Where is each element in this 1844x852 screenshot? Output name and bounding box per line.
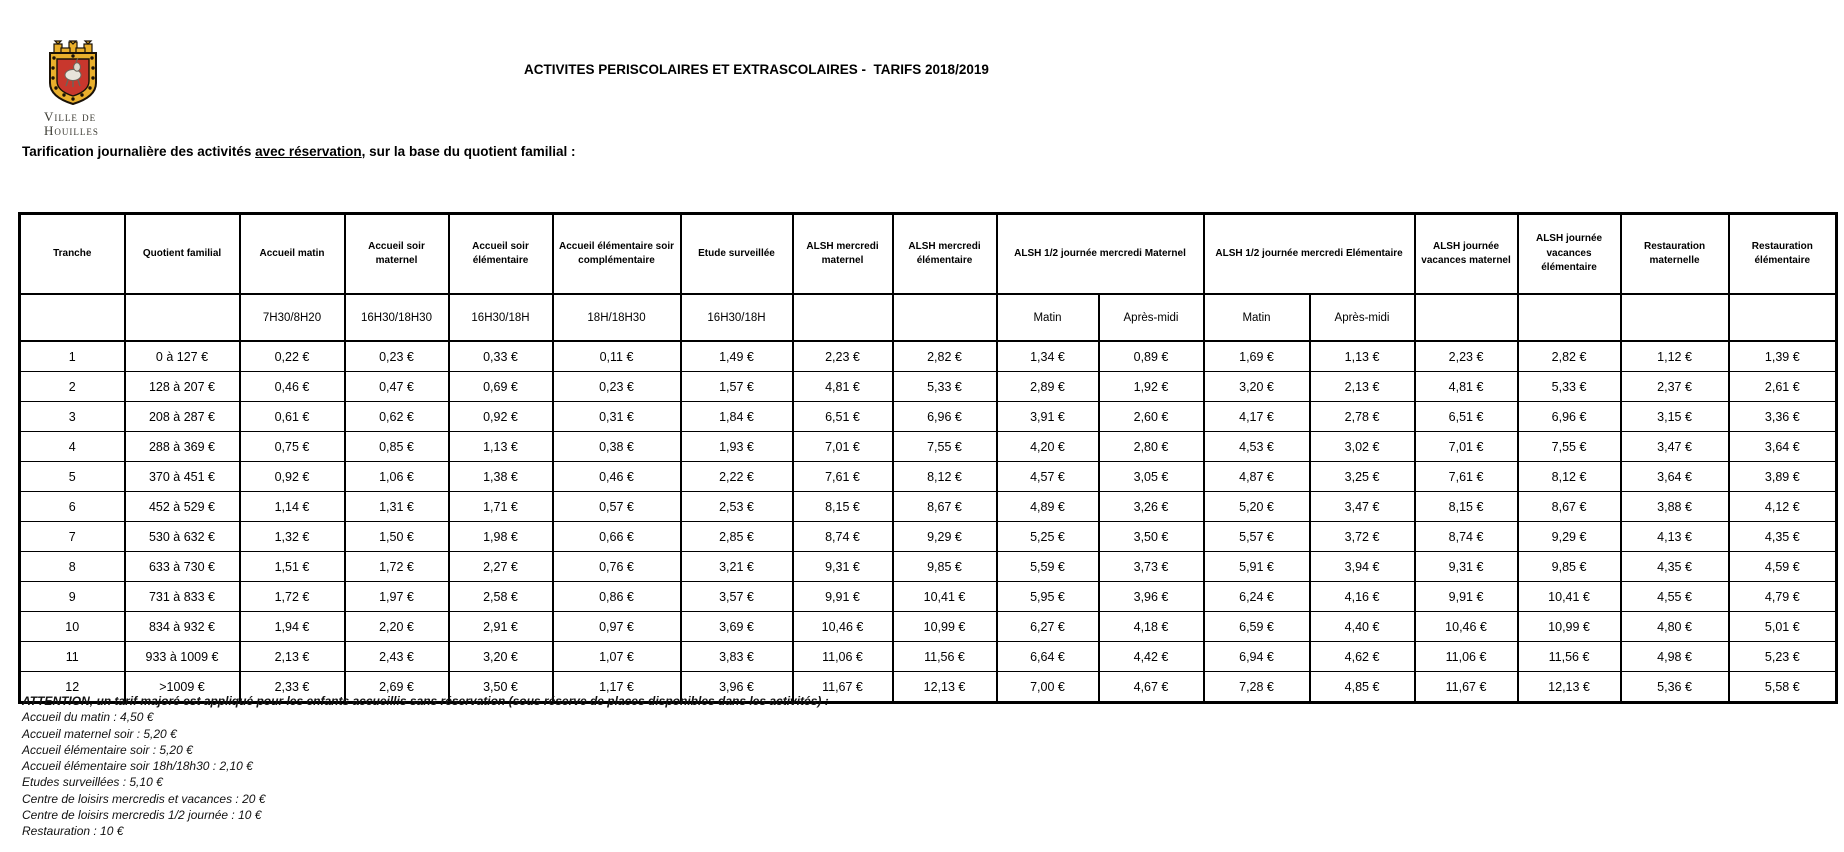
tariff-cell: 6,96 €: [1518, 402, 1621, 432]
tariff-cell: 1,72 €: [345, 552, 449, 582]
table-row: [20, 341, 1837, 372]
tariff-cell: 288 à 369 €: [125, 432, 240, 462]
tariff-cell: 3,64 €: [1621, 462, 1729, 492]
table-row: [20, 402, 1837, 432]
tariff-cell: 3,20 €: [1204, 372, 1310, 402]
tariff-cell: 12: [20, 672, 125, 703]
tariff-cell: >1009 €: [125, 672, 240, 703]
tariff-cell: 2,69 €: [345, 672, 449, 703]
column-header: Accueil matin: [240, 214, 345, 295]
column-header: Accueil soir élémentaire: [449, 214, 553, 295]
tariff-cell: 9,31 €: [793, 552, 893, 582]
tariff-cell: 0,86 €: [553, 582, 681, 612]
tariff-cell: 1,97 €: [345, 582, 449, 612]
tariff-cell: 7,01 €: [793, 432, 893, 462]
tariff-cell: 4,35 €: [1621, 552, 1729, 582]
tariff-cell: 4,42 €: [1099, 642, 1204, 672]
tariff-cell: 5,59 €: [997, 552, 1099, 582]
tariff-cell: 0,66 €: [553, 522, 681, 552]
tariff-cell: 1,32 €: [240, 522, 345, 552]
tariff-cell: 4,80 €: [1621, 612, 1729, 642]
tariff-cell: 10,46 €: [793, 612, 893, 642]
tariff-cell: 3,21 €: [681, 552, 793, 582]
tariff-cell: 0,62 €: [345, 402, 449, 432]
tariff-cell: 5,33 €: [1518, 372, 1621, 402]
column-subheader: [20, 294, 125, 341]
tariff-cell: 3,88 €: [1621, 492, 1729, 522]
tariff-cell: 1,94 €: [240, 612, 345, 642]
tariff-cell: 5,91 €: [1204, 552, 1310, 582]
tariff-cell: 1,13 €: [1310, 341, 1415, 372]
tariff-cell: 10,99 €: [1518, 612, 1621, 642]
column-subheader: [793, 294, 893, 341]
tariff-cell: 6,59 €: [1204, 612, 1310, 642]
tariff-cell: 4,98 €: [1621, 642, 1729, 672]
tariff-cell: 0,69 €: [449, 372, 553, 402]
tariff-cell: 1,17 €: [553, 672, 681, 703]
column-header: ALSH journée vacances élémentaire: [1518, 214, 1621, 295]
table-header-row-times: [20, 294, 1837, 341]
tariff-cell: 10,41 €: [893, 582, 997, 612]
tariff-cell: 11: [20, 642, 125, 672]
tariff-cell: 933 à 1009 €: [125, 642, 240, 672]
tariff-cell: 0,85 €: [345, 432, 449, 462]
tariff-cell: 0,57 €: [553, 492, 681, 522]
tariff-cell: 2,85 €: [681, 522, 793, 552]
tariff-cell: 2: [20, 372, 125, 402]
tariff-cell: 3,64 €: [1729, 432, 1837, 462]
tariff-cell: 10: [20, 612, 125, 642]
tariff-cell: 7,28 €: [1204, 672, 1310, 703]
tariff-cell: 9,85 €: [893, 552, 997, 582]
column-subheader: [1518, 294, 1621, 341]
tariff-cell: 4,40 €: [1310, 612, 1415, 642]
tariff-cell: 11,67 €: [793, 672, 893, 703]
tariff-cell: 11,67 €: [1415, 672, 1518, 703]
tariff-cell: 3,96 €: [1099, 582, 1204, 612]
tariff-cell: 6,51 €: [793, 402, 893, 432]
tariff-cell: 2,43 €: [345, 642, 449, 672]
table-row: [20, 462, 1837, 492]
tariff-cell: 0,89 €: [1099, 341, 1204, 372]
column-header: Etude surveillée: [681, 214, 793, 295]
tariff-cell: 10,41 €: [1518, 582, 1621, 612]
tariff-cell: 9: [20, 582, 125, 612]
note-line: Etudes surveillées : 5,10 €: [22, 775, 163, 790]
tariff-cell: 0,38 €: [553, 432, 681, 462]
tariff-cell: 3,26 €: [1099, 492, 1204, 522]
tariff-cell: 3,15 €: [1621, 402, 1729, 432]
tariff-cell: 2,13 €: [240, 642, 345, 672]
tariff-cell: 2,23 €: [793, 341, 893, 372]
tariff-cell: 2,82 €: [1518, 341, 1621, 372]
tariff-cell: 3,25 €: [1310, 462, 1415, 492]
tariff-cell: 5,58 €: [1729, 672, 1837, 703]
tariff-cell: 4,81 €: [1415, 372, 1518, 402]
tariff-cell: 4,17 €: [1204, 402, 1310, 432]
tariff-cell: 9,31 €: [1415, 552, 1518, 582]
tariff-cell: 4,79 €: [1729, 582, 1837, 612]
tariff-cell: 6,24 €: [1204, 582, 1310, 612]
tariff-cell: 2,20 €: [345, 612, 449, 642]
tariff-cell: 2,82 €: [893, 341, 997, 372]
subtitle-underlined: avec réservation: [255, 144, 362, 159]
tariff-cell: 1,98 €: [449, 522, 553, 552]
tariff-cell: 1,06 €: [345, 462, 449, 492]
tariff-cell: 9,29 €: [893, 522, 997, 552]
tariff-cell: 3,69 €: [681, 612, 793, 642]
tariff-cell: 3,57 €: [681, 582, 793, 612]
houilles-crest-icon: [46, 40, 100, 106]
tariff-cell: 3,89 €: [1729, 462, 1837, 492]
tariff-cell: 834 à 932 €: [125, 612, 240, 642]
tariff-cell: 452 à 529 €: [125, 492, 240, 522]
tariff-cell: 1,49 €: [681, 341, 793, 372]
tariff-cell: 3,50 €: [449, 672, 553, 703]
tariff-cell: 6,96 €: [893, 402, 997, 432]
table-row: [20, 612, 1837, 642]
table-row: [20, 492, 1837, 522]
tariff-cell: 5: [20, 462, 125, 492]
tariff-table: [18, 212, 1838, 704]
column-subheader: 18H/18H30: [553, 294, 681, 341]
column-subheader: [1415, 294, 1518, 341]
tariff-cell: 7,00 €: [997, 672, 1099, 703]
tariff-cell: 2,53 €: [681, 492, 793, 522]
tariff-cell: 1,14 €: [240, 492, 345, 522]
tariff-cell: 5,01 €: [1729, 612, 1837, 642]
tariff-cell: 4,18 €: [1099, 612, 1204, 642]
tariff-cell: 370 à 451 €: [125, 462, 240, 492]
column-header: ALSH 1/2 journée mercredi Maternel: [997, 214, 1204, 295]
tariff-cell: 530 à 632 €: [125, 522, 240, 552]
tariff-cell: 2,23 €: [1415, 341, 1518, 372]
note-line: Accueil élémentaire soir : 5,20 €: [22, 742, 193, 757]
tariff-cell: 3: [20, 402, 125, 432]
tariff-cell: 1,38 €: [449, 462, 553, 492]
tariff-cell: 0,33 €: [449, 341, 553, 372]
tariff-cell: 1,50 €: [345, 522, 449, 552]
tariff-cell: 5,23 €: [1729, 642, 1837, 672]
tariff-cell: 0,31 €: [553, 402, 681, 432]
tariff-cell: 7,61 €: [1415, 462, 1518, 492]
page-subtitle: [22, 144, 575, 159]
tariff-cell: 2,60 €: [1099, 402, 1204, 432]
tariff-cell: 0,47 €: [345, 372, 449, 402]
tariff-cell: 0,92 €: [449, 402, 553, 432]
table-header-row-groups: [20, 214, 1837, 295]
tariff-cell: 1,84 €: [681, 402, 793, 432]
tariff-cell: 8,74 €: [1415, 522, 1518, 552]
tariff-cell: 128 à 207 €: [125, 372, 240, 402]
tariff-cell: 4,53 €: [1204, 432, 1310, 462]
tariff-cell: 1,92 €: [1099, 372, 1204, 402]
tariff-cell: 5,20 €: [1204, 492, 1310, 522]
tariff-cell: 3,47 €: [1621, 432, 1729, 462]
tariff-cell: 4,59 €: [1729, 552, 1837, 582]
column-header: Accueil élémentaire soir complémentaire: [553, 214, 681, 295]
tariff-cell: 1,93 €: [681, 432, 793, 462]
tariff-cell: 0,75 €: [240, 432, 345, 462]
tariff-cell: 11,56 €: [1518, 642, 1621, 672]
tariff-cell: 8,74 €: [793, 522, 893, 552]
tariff-cell: 5,57 €: [1204, 522, 1310, 552]
tariff-cell: 0,92 €: [240, 462, 345, 492]
column-subheader: Après-midi: [1099, 294, 1204, 341]
tariff-cell: 4,87 €: [1204, 462, 1310, 492]
tariff-cell: 10,46 €: [1415, 612, 1518, 642]
tariff-cell: 4: [20, 432, 125, 462]
tariff-cell: 9,29 €: [1518, 522, 1621, 552]
tariff-cell: 6,27 €: [997, 612, 1099, 642]
tariff-cell: 7,01 €: [1415, 432, 1518, 462]
tariff-cell: 0,22 €: [240, 341, 345, 372]
column-header: Restauration élémentaire: [1729, 214, 1837, 295]
tariff-table-body: [20, 341, 1837, 703]
column-subheader: Matin: [1204, 294, 1310, 341]
column-subheader: 16H30/18H: [449, 294, 553, 341]
tariff-cell: 633 à 730 €: [125, 552, 240, 582]
tariff-cell: 4,16 €: [1310, 582, 1415, 612]
column-header: ALSH mercredi maternel: [793, 214, 893, 295]
logo-text-line1: Ville de: [44, 109, 97, 124]
tariff-cell: 4,81 €: [793, 372, 893, 402]
tariff-cell: 8,12 €: [893, 462, 997, 492]
tariff-cell: 1,51 €: [240, 552, 345, 582]
tariff-cell: 1: [20, 341, 125, 372]
column-header: Accueil soir maternel: [345, 214, 449, 295]
column-header: Tranche: [20, 214, 125, 295]
tariff-cell: 4,67 €: [1099, 672, 1204, 703]
tariff-cell: 1,34 €: [997, 341, 1099, 372]
tariff-cell: 3,20 €: [449, 642, 553, 672]
subtitle-suffix: , sur la base du quotient familial :: [361, 144, 576, 159]
tariff-cell: 11,06 €: [1415, 642, 1518, 672]
tariff-cell: 3,72 €: [1310, 522, 1415, 552]
tariff-cell: 1,31 €: [345, 492, 449, 522]
tariff-cell: 0 à 127 €: [125, 341, 240, 372]
table-row: [20, 642, 1837, 672]
tariff-cell: 10,99 €: [893, 612, 997, 642]
tariff-cell: 12,13 €: [893, 672, 997, 703]
column-subheader: 16H30/18H: [681, 294, 793, 341]
note-attention: ATTENTION, un tarif majoré est appliqué pour les enfants accueillis sans réservation (sous réserve de places disponibles dans les activités) :: [22, 694, 829, 708]
tariff-cell: 0,61 €: [240, 402, 345, 432]
tariff-cell: 2,58 €: [449, 582, 553, 612]
tariff-cell: 4,62 €: [1310, 642, 1415, 672]
tariff-cell: 7,55 €: [1518, 432, 1621, 462]
column-subheader: [1621, 294, 1729, 341]
tariff-cell: 8,15 €: [1415, 492, 1518, 522]
tariff-cell: 8,12 €: [1518, 462, 1621, 492]
tariff-cell: 3,36 €: [1729, 402, 1837, 432]
tariff-cell: 7: [20, 522, 125, 552]
tariff-cell: 3,50 €: [1099, 522, 1204, 552]
tariff-cell: 731 à 833 €: [125, 582, 240, 612]
tariff-cell: 1,57 €: [681, 372, 793, 402]
subtitle-prefix: Tarification journalière des activités: [22, 144, 256, 159]
table-row: [20, 552, 1837, 582]
tariff-cell: 3,05 €: [1099, 462, 1204, 492]
tariff-cell: 3,73 €: [1099, 552, 1204, 582]
table-row: [20, 522, 1837, 552]
column-subheader: 7H30/8H20: [240, 294, 345, 341]
tariff-cell: 5,36 €: [1621, 672, 1729, 703]
tariff-cell: 9,91 €: [793, 582, 893, 612]
note-line: Accueil élémentaire soir 18h/18h30 : 2,10 €: [22, 759, 253, 774]
tariff-cell: 0,46 €: [240, 372, 345, 402]
tariff-cell: 208 à 287 €: [125, 402, 240, 432]
tariff-cell: 4,89 €: [997, 492, 1099, 522]
tariff-cell: 3,91 €: [997, 402, 1099, 432]
column-header: ALSH 1/2 journée mercredi Elémentaire: [1204, 214, 1415, 295]
tariff-cell: 2,78 €: [1310, 402, 1415, 432]
footer-notes: [22, 693, 829, 840]
page-title: ACTIVITES PERISCOLAIRES ET EXTRASCOLAIRES - TARIFS 2018/2019: [524, 62, 989, 77]
tariff-cell: 7,55 €: [893, 432, 997, 462]
tariff-cell: 12,13 €: [1518, 672, 1621, 703]
tariff-cell: 2,61 €: [1729, 372, 1837, 402]
table-row: [20, 372, 1837, 402]
tariff-cell: 2,33 €: [240, 672, 345, 703]
tariff-cell: 5,25 €: [997, 522, 1099, 552]
tariff-cell: 6,64 €: [997, 642, 1099, 672]
column-subheader: Après-midi: [1310, 294, 1415, 341]
tariff-cell: 8: [20, 552, 125, 582]
tariff-cell: 2,91 €: [449, 612, 553, 642]
tariff-cell: 3,47 €: [1310, 492, 1415, 522]
tariff-cell: 1,07 €: [553, 642, 681, 672]
tariff-cell: 1,12 €: [1621, 341, 1729, 372]
column-header: ALSH mercredi élémentaire: [893, 214, 997, 295]
tariff-cell: 11,56 €: [893, 642, 997, 672]
tariff-cell: 4,55 €: [1621, 582, 1729, 612]
logo-text-line2: Houilles: [44, 123, 99, 138]
tariff-cell: 1,39 €: [1729, 341, 1837, 372]
tariff-cell: 8,15 €: [793, 492, 893, 522]
tariff-cell: 4,12 €: [1729, 492, 1837, 522]
tariff-cell: 11,06 €: [793, 642, 893, 672]
tariff-cell: 0,46 €: [553, 462, 681, 492]
tariff-cell: 0,11 €: [553, 341, 681, 372]
note-line: Accueil maternel soir : 5,20 €: [22, 726, 177, 741]
tariff-cell: 2,22 €: [681, 462, 793, 492]
tariff-cell: 9,91 €: [1415, 582, 1518, 612]
tariff-cell: 8,67 €: [1518, 492, 1621, 522]
tariff-cell: 2,80 €: [1099, 432, 1204, 462]
column-subheader: [125, 294, 240, 341]
tariff-cell: 5,95 €: [997, 582, 1099, 612]
column-subheader: 16H30/18H30: [345, 294, 449, 341]
tariff-cell: 7,61 €: [793, 462, 893, 492]
note-line: Accueil du matin : 4,50 €: [22, 710, 154, 725]
tariff-cell: 6,94 €: [1204, 642, 1310, 672]
column-subheader: [1729, 294, 1837, 341]
tariff-cell: 6,51 €: [1415, 402, 1518, 432]
tariff-cell: 2,89 €: [997, 372, 1099, 402]
column-subheader: [893, 294, 997, 341]
tariff-cell: 6: [20, 492, 125, 522]
tariff-cell: 0,23 €: [553, 372, 681, 402]
tariff-cell: 3,96 €: [681, 672, 793, 703]
tariff-cell: 2,37 €: [1621, 372, 1729, 402]
tariff-cell: 0,23 €: [345, 341, 449, 372]
tariff-cell: 1,72 €: [240, 582, 345, 612]
tariff-cell: 2,27 €: [449, 552, 553, 582]
tariff-cell: 3,83 €: [681, 642, 793, 672]
tariff-cell: 4,13 €: [1621, 522, 1729, 552]
tariff-cell: 0,76 €: [553, 552, 681, 582]
column-header: Quotient familial: [125, 214, 240, 295]
tariff-cell: 5,33 €: [893, 372, 997, 402]
tariff-cell: 8,67 €: [893, 492, 997, 522]
tariff-cell: 4,57 €: [997, 462, 1099, 492]
table-row: [20, 432, 1837, 462]
column-header: Restauration maternelle: [1621, 214, 1729, 295]
tariff-cell: 3,02 €: [1310, 432, 1415, 462]
tariff-cell: 9,85 €: [1518, 552, 1621, 582]
column-subheader: Matin: [997, 294, 1099, 341]
column-header: ALSH journée vacances maternel: [1415, 214, 1518, 295]
table-row: [20, 582, 1837, 612]
tariff-cell: 4,35 €: [1729, 522, 1837, 552]
note-line: Centre de loisirs mercredis 1/2 journée : 10 €: [22, 808, 262, 823]
note-line: Centre de loisirs mercredis et vacances : 20 €: [22, 791, 266, 806]
city-logo: [44, 40, 134, 138]
tariff-cell: 1,69 €: [1204, 341, 1310, 372]
tariff-cell: 3,94 €: [1310, 552, 1415, 582]
tariff-cell: 2,13 €: [1310, 372, 1415, 402]
tariff-cell: 4,20 €: [997, 432, 1099, 462]
note-line: Restauration : 10 €: [22, 824, 124, 839]
tariff-cell: 0,97 €: [553, 612, 681, 642]
tariff-cell: 4,85 €: [1310, 672, 1415, 703]
tariff-cell: 1,13 €: [449, 432, 553, 462]
tariff-cell: 1,71 €: [449, 492, 553, 522]
